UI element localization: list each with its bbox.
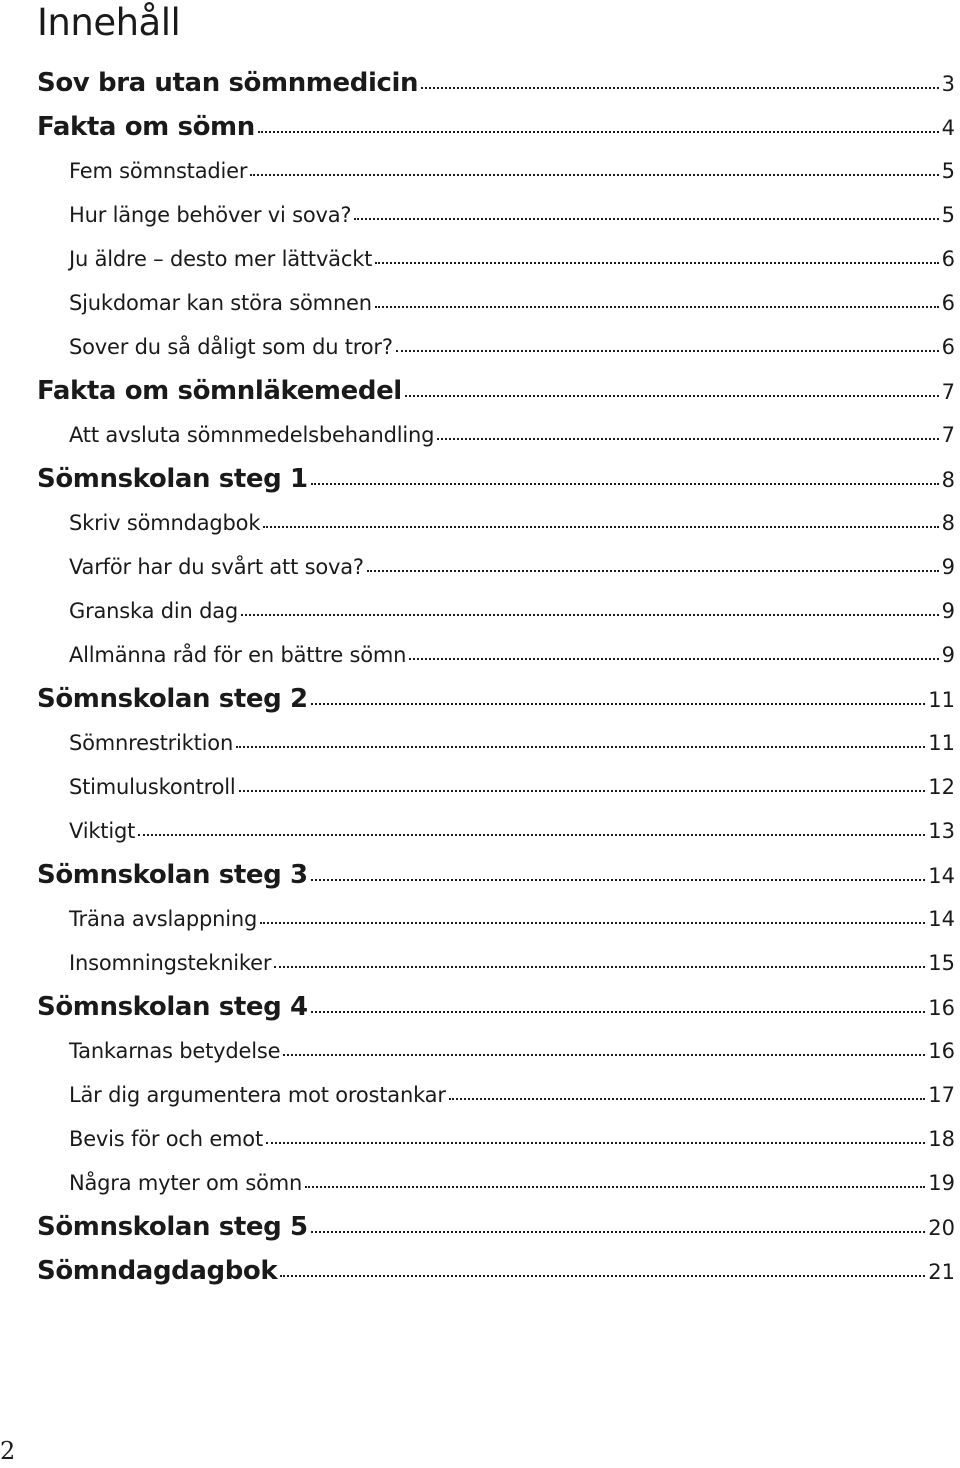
toc-chapter-entry[interactable] xyxy=(37,853,955,897)
dot-leader xyxy=(260,919,925,924)
toc-section-entry[interactable] xyxy=(37,589,955,633)
toc-entry-label: Ju äldre – desto mer lättväckt xyxy=(69,247,373,271)
toc-section-entry[interactable] xyxy=(37,1161,955,1205)
toc-entry-page-number: 7 xyxy=(941,380,955,404)
page-title: Innehåll xyxy=(37,1,181,44)
dot-leader xyxy=(266,1139,925,1144)
dot-leader xyxy=(449,1095,925,1100)
toc-chapter-entry[interactable] xyxy=(37,105,955,149)
toc-section-entry[interactable] xyxy=(37,1029,955,1073)
toc-entry-page-number: 5 xyxy=(941,159,955,183)
dot-leader xyxy=(405,392,939,397)
toc-entry-page-number: 16 xyxy=(928,996,955,1020)
dot-leader xyxy=(367,567,939,572)
toc-section-entry[interactable] xyxy=(37,633,955,677)
toc-entry-page-number: 7 xyxy=(941,423,955,447)
dot-leader xyxy=(263,523,938,528)
dot-leader xyxy=(274,963,925,968)
toc-section-entry[interactable] xyxy=(37,1117,955,1161)
toc-section-entry[interactable] xyxy=(37,281,955,325)
toc-entry-page-number: 13 xyxy=(928,819,955,843)
dot-leader xyxy=(375,259,938,264)
toc-entry-label: Sover du så dåligt som du tror? xyxy=(69,335,393,359)
toc-entry-page-number: 17 xyxy=(928,1083,955,1107)
toc-entry-label: Insomningstekniker xyxy=(69,951,272,975)
dot-leader xyxy=(280,1272,925,1277)
toc-section-entry[interactable] xyxy=(37,1073,955,1117)
toc-section-entry[interactable] xyxy=(37,413,955,457)
toc-entry-label: Några myter om sömn xyxy=(69,1171,303,1195)
toc-entry-label: Tankarnas betydelse xyxy=(69,1039,281,1063)
toc-entry-page-number: 8 xyxy=(941,511,955,535)
toc-section-entry[interactable] xyxy=(37,501,955,545)
toc-entry-label: Sömnrestriktion xyxy=(69,731,234,755)
dot-leader xyxy=(236,743,925,748)
toc-entry-page-number: 19 xyxy=(928,1171,955,1195)
toc-entry-label: Viktigt xyxy=(69,819,136,843)
toc-entry-page-number: 14 xyxy=(928,864,955,888)
toc-entry-page-number: 15 xyxy=(928,951,955,975)
toc-entry-label: Skriv sömndagbok xyxy=(69,511,261,535)
toc-entry-page-number: 21 xyxy=(928,1260,955,1284)
toc-entry-label: Varför har du svårt att sova? xyxy=(69,555,364,579)
toc-section-entry[interactable] xyxy=(37,545,955,589)
toc-entry-page-number: 6 xyxy=(941,291,955,315)
toc-entry-page-number: 9 xyxy=(941,555,955,579)
toc-entry-label: Fakta om sömn xyxy=(37,112,255,142)
toc-entry-label: Sjukdomar kan störa sömnen xyxy=(69,291,372,315)
toc-entry-page-number: 11 xyxy=(928,731,955,755)
toc-entry-page-number: 16 xyxy=(928,1039,955,1063)
toc-entry-label: Sömnskolan steg 4 xyxy=(37,992,308,1022)
toc-section-entry[interactable] xyxy=(37,193,955,237)
toc-entry-page-number: 9 xyxy=(941,643,955,667)
toc-entry-page-number: 6 xyxy=(941,247,955,271)
toc-entry-label: Sömnskolan steg 2 xyxy=(37,684,308,714)
dot-leader xyxy=(421,84,939,89)
toc-entry-label: Sömndagdagbok xyxy=(37,1256,278,1286)
toc-entry-label: Träna avslappning xyxy=(69,907,258,931)
toc-section-entry[interactable] xyxy=(37,809,955,853)
toc-entry-page-number: 4 xyxy=(941,116,955,140)
dot-leader xyxy=(396,347,939,352)
table-of-contents xyxy=(37,61,955,1293)
toc-entry-label: Sov bra utan sömnmedicin xyxy=(37,68,419,98)
toc-entry-page-number: 3 xyxy=(941,72,955,96)
toc-chapter-entry[interactable] xyxy=(37,61,955,105)
toc-chapter-entry[interactable] xyxy=(37,369,955,413)
dot-leader xyxy=(258,128,939,133)
dot-leader xyxy=(311,1228,926,1233)
page-number: 2 xyxy=(0,1437,16,1465)
toc-entry-label: Sömnskolan steg 1 xyxy=(37,464,308,494)
dot-leader xyxy=(354,215,938,220)
dot-leader xyxy=(311,1008,926,1013)
toc-entry-page-number: 11 xyxy=(928,688,955,712)
toc-entry-label: Bevis för och emot xyxy=(69,1127,263,1151)
toc-entry-label: Granska din dag xyxy=(69,599,239,623)
toc-entry-page-number: 6 xyxy=(941,335,955,359)
dot-leader xyxy=(283,1051,925,1056)
toc-section-entry[interactable] xyxy=(37,149,955,193)
toc-chapter-entry[interactable] xyxy=(37,677,955,721)
dot-leader xyxy=(311,480,939,485)
toc-entry-label: Stimuluskontroll xyxy=(69,775,236,799)
toc-entry-label: Fem sömnstadier xyxy=(69,159,248,183)
toc-entry-label: Fakta om sömnläkemedel xyxy=(37,376,402,406)
toc-entry-page-number: 8 xyxy=(941,468,955,492)
dot-leader xyxy=(311,700,926,705)
toc-entry-label: Att avsluta sömnmedelsbehandling xyxy=(69,423,435,447)
dot-leader xyxy=(311,876,926,881)
toc-section-entry[interactable] xyxy=(37,765,955,809)
dot-leader xyxy=(409,655,938,660)
toc-entry-label: Allmänna råd för en bättre sömn xyxy=(69,643,407,667)
toc-section-entry[interactable] xyxy=(37,897,955,941)
toc-section-entry[interactable] xyxy=(37,721,955,765)
toc-chapter-entry[interactable] xyxy=(37,1249,955,1293)
toc-entry-page-number: 12 xyxy=(928,775,955,799)
toc-entry-label: Hur länge behöver vi sova? xyxy=(69,203,352,227)
toc-chapter-entry[interactable] xyxy=(37,1205,955,1249)
toc-section-entry[interactable] xyxy=(37,325,955,369)
toc-chapter-entry[interactable] xyxy=(37,985,955,1029)
toc-entry-page-number: 14 xyxy=(928,907,955,931)
dot-leader xyxy=(239,787,926,792)
dot-leader xyxy=(241,611,939,616)
toc-entry-label: Lär dig argumentera mot orostankar xyxy=(69,1083,446,1107)
toc-entry-page-number: 9 xyxy=(941,599,955,623)
dot-leader xyxy=(375,303,939,308)
toc-section-entry[interactable] xyxy=(37,237,955,281)
dot-leader xyxy=(437,435,938,440)
toc-entry-label: Sömnskolan steg 3 xyxy=(37,860,308,890)
toc-entry-page-number: 5 xyxy=(941,203,955,227)
dot-leader xyxy=(138,831,925,836)
toc-section-entry[interactable] xyxy=(37,941,955,985)
toc-chapter-entry[interactable] xyxy=(37,457,955,501)
toc-entry-label: Sömnskolan steg 5 xyxy=(37,1212,308,1242)
toc-entry-page-number: 18 xyxy=(928,1127,955,1151)
dot-leader xyxy=(250,171,938,176)
dot-leader xyxy=(305,1183,925,1188)
toc-entry-page-number: 20 xyxy=(928,1216,955,1240)
